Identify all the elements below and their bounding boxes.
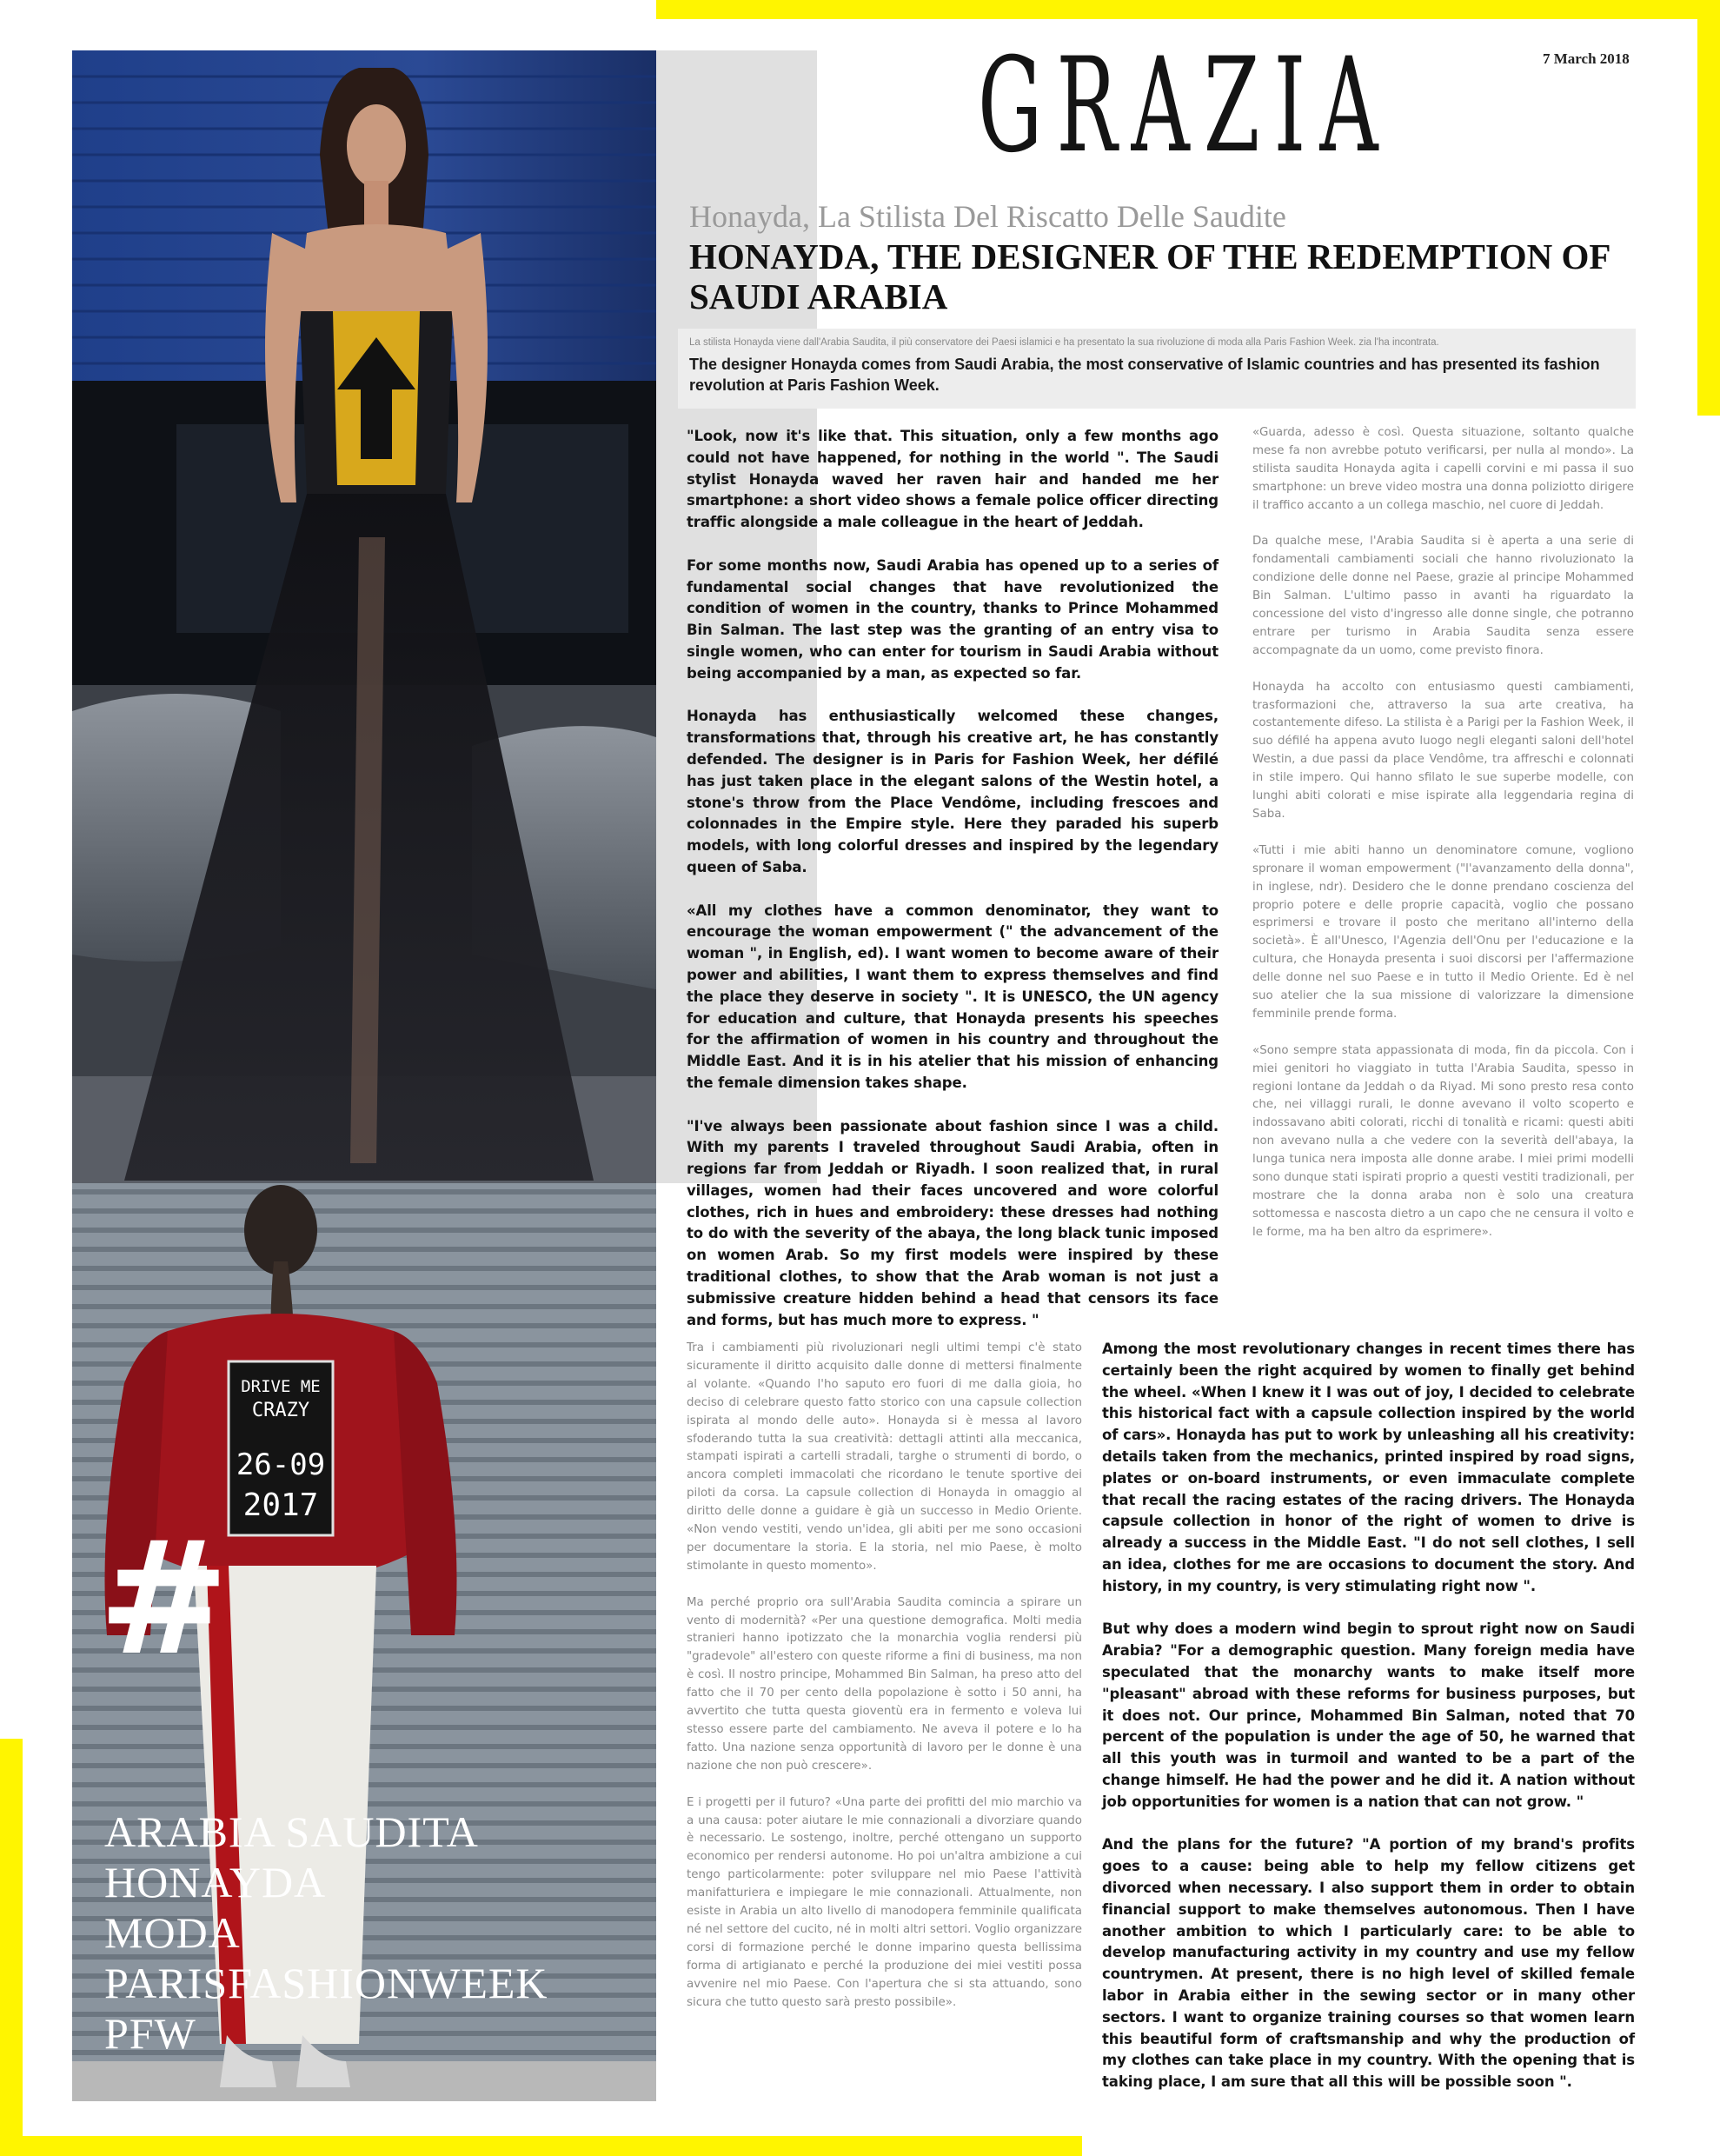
body-column-english-bottom (1102, 1339, 1635, 2115)
paragraph: "I've always been passionate about fashion since I was a child. With my parents I traveled throughout Saudi Arabia, often in regions far from Jeddah or Riyadh. I soon realized that, in rural villages, women had their faces uncovered and wore colorful clothes, rich in hues and embroidery: these dresses had nothing to do with the severity of the abaya, the long black tunic imposed on women Arab. So my first models were inspired by these traditional clothes, to show that the Arab woman is not just a submissive creature hidden behind a head that censors its face and forms, but has much more to express. " (687, 1117, 1219, 1328)
body-column-italian-top (1252, 424, 1634, 1261)
paragraph: «Guarda, adesso è così. Questa situazione, soltanto qualche mese fa non avrebbe potuto verificarsi, per nulla al mondo». La stilista saudita Honayda agita i capelli corvini e mi passa il suo smartphone: un breve video mostra una donna poliziotto dirigere il traffico accanto a un collega maschio, nel cuore di Jeddah. (1252, 426, 1634, 512)
paragraph: «Tutti i mie abiti hanno un denominatore comune, vogliono spronare il woman empowerment ("l'avanzamento della donna", in inglese, ndr). Desidero che le donne prendano coscienza del proprio potere e delle proprie capacità, voglio che possano esprimersi e trovare il posto che meritano all'interno della società». È all'Unesco, l'Agenzia dell'Onu per l'educazione e la cultura, che Honayda presenta i suoi discorsi per l'affermazione delle donne nel suo Paese e in tutto il Medio Oriente. Ed è nel suo atelier che la sua missione di valorizzare la dimensione femminile prende forma. (1252, 843, 1634, 1021)
body-column-english-top (687, 426, 1219, 1353)
paragraph: "Look, now it's like that. This situation, only a few months ago could not have happened, for nothing in the world ". The Saudi stylist Honayda waved her raven hair and handed me her smartphone: a short video shows a female police officer directing traffic alongside a male colleague in the heart of Jeddah. (687, 428, 1219, 531)
yellow-accent-bar-top (656, 0, 1720, 19)
yellow-accent-bar-bottom (0, 2136, 1082, 2156)
tag-item: PFW (104, 2009, 196, 2058)
yellow-accent-bar-left (0, 1739, 23, 2156)
tag-list (104, 1807, 548, 2059)
tag-item: MODA (104, 1908, 241, 1957)
paragraph: Da qualche mese, l'Arabia Saudita si è aperta a una serie di fondamentali cambiamenti sociali che hanno rivoluzionato la condizione delle donne nel Paese, grazie al principe Mohammed Bin Salman. L'ultimo passo in avanti ha riguardato la concessione del visto d'ingresso alle donne single, che potranno entrare per turismo in Arabia Saudita senza essere accompagnate da un uomo, come previsto finora. (1252, 535, 1634, 657)
paragraph: Ma perché proprio ora sull'Arabia Saudita comincia a spirare un vento di modernità? «Per una questione demografica. Molti media stranieri hanno ipotizzato che la monarchia voglia rendersi più "gradevole" all'estero con queste riforme a fini di business, ma non è così. Il nostro principe, Mohammed Bin Salman, ha preso atto del fatto che il 70 per cento della popolazione è sotto i 50 anni, ha avvertito che tutta questa gioventù era in fermento e voleva lui stesso essere parte del cambiamento. Ne aveva il potere e lo ha fatto. Una nazione senza opportunità di lavoro per le donne è una nazione che non può crescere». (687, 1595, 1082, 1773)
paragraph: Honayda ha accolto con entusiasmo questi cambiamenti, trasformazioni che, attraverso la sua arte creativa, ha costantemente difeso. La stilista è a Parigi per la Fashion Week, il suo défilé ha appena avuto luogo negli eleganti saloni dell'hotel Westin, a due passi da place Vendôme, tra affreschi e colonnati in stile impero. Qui hanno sfilato le sue superbe modelle, con lunghi abiti colorati e mise ispirate alla leggendaria regina di Saba. (1252, 680, 1634, 821)
lead-italian: La stilista Honayda viene dall'Arabia Saudita, il più conservatore dei Paesi islamici e ha presentato la sua rivoluzione di moda alla Paris Fashion Week. zia l'ha incontrata. (689, 337, 1439, 348)
paragraph: And the plans for the future? "A portion of my brand's profits goes to a cause: being able to help my fellow citizens get divorced when necessary. I also support them in order to obtain financial support to make themselves autonomous. Then I have another ambition to which I particularly care: to be able to develop manufacturing activity in my country and use my fellow countrymen. At present, there is no high level of skilled female labor in Arabia either in the sewing sector or in many other sectors. I want to organize training courses so that women learn this beautiful form of craftsmanship and why the production of my clothes can take place in my country. With the opening that is taking place, I am sure that all this will be possible soon ". (1102, 1836, 1635, 2091)
body-column-italian-bottom (687, 1340, 1082, 2030)
article-title-italian: Honayda, La Stilista Del Riscatto Delle Saudite (689, 199, 1286, 234)
paragraph: E i progetti per il futuro? «Una parte dei profitti del mio marchio va a una causa: poter aiutare le mie connazionali a divorziare quando è necessario. Le sostengo, inoltre, perché ottengano un supporto economico per rendersi autonome. Ho poi un'altra ambizione a cui tengo particolarmente: poter sviluppare nel mio Paese l'attività manifatturiera e impiegare le mie connazionali. Attualmente, non esiste in Arabia un alto livello di manodopera femminile qualificata né nel settore del cucito, né in molti altri settori. Voglio organizzare corsi di formazione perché le donne imparino questa bellissima forma di artigianato e perché la produzione dei miei vestiti possa avvenire nel mio Paese. Con l'apertura che si sta attuando, sono sicura che tutto questo sarà presto possibile». (687, 1795, 1082, 2009)
paragraph: Honayda has enthusiastically welcomed these changes, transformations that, through his creative art, he has constantly defended. The designer is in Paris for Fashion Week, her défilé has just taken place in the elegant salons of the Westin hotel, a stone's throw from the Place Vendôme, including frescoes and colonnades in the Empire style. Here they paraded his superb models, with long colorful dresses and inspired by the legendary queen of Saba. (687, 708, 1219, 875)
paragraph: But why does a modern wind begin to sprout right now on Saudi Arabia? "For a demographic question. Many foreign media have speculated that the monarchy wants to make itself more "pleasant" abroad with these reforms for business purposes, but it does not. Our prince, Mohammed Bin Salman, noted that 70 percent of the population is under the age of 50, he warned that all this youth was in turmoil and wanted to be a part of the change himself. He had the power and he did it. A nation without job opportunities for women is a nation that can not grow. " (1102, 1620, 1635, 1810)
article-lead (678, 329, 1636, 409)
patch-line-1: DRIVE ME (241, 1377, 321, 1396)
photo-model-black-gown (72, 50, 656, 1183)
tag-item: HONAYDA (104, 1858, 327, 1906)
patch-line-4: 2017 (242, 1487, 319, 1523)
magazine-masthead: GRAZIA (978, 30, 1392, 182)
lead-english: The designer Honayda comes from Saudi Arabia, the most conservative of Islamic countries and has presented its fashion revolution at Paris Fashion Week. (689, 356, 1600, 394)
paragraph: Among the most revolutionary changes in recent times there has certainly been the right acquired by women to finally get behind the wheel. «When I knew it I was out of joy, I decided to celebrate this historical fact with a capsule collection inspired by the world of cars». Honayda has put to work by unleashing all his creativity: details taken from the mechanics, printed inspired by road signs, plates or on-board instruments, or even immaculate complete that recall the racing estates of the racing drivers. The Honayda capsule collection in honor of the right of women to drive is already a success in the Middle East. "I do not sell clothes, I sell an idea, clothes for me are occasions to document the story. And history, in my country, is very stimulating right now ". (1102, 1341, 1635, 1594)
article-title-english: HONAYDA, THE DESIGNER OF THE REDEMPTION OF SAUDI ARABIA (689, 236, 1610, 316)
issue-date: 7 March 2018 (1543, 50, 1630, 67)
yellow-accent-bar-right (1697, 0, 1720, 416)
paragraph: «All my clothes have a common denominator, they want to encourage the woman empowerment (" the advancement of the woman ", in English, ed). I want women to become aware of their power and abilities, I want them to express themselves and find the place they deserve in society ". It is UNESCO, the UN agency for education and culture, that Honayda presents his speeches for the affirmation of women in his country and throughout the Middle East. And it is in his atelier that his mission of enhancing the female dimension takes shape. (687, 902, 1219, 1091)
paragraph: For some months now, Saudi Arabia has opened up to a series of fundamental social changes that have revolutionized the condition of women in the country, thanks to Prince Mohammed Bin Salman. The last step was the granting of an entry visa to single women, who can enter for tourism in Saudi Arabia without being accompanied by a man, as expected so far. (687, 556, 1219, 682)
paragraph: Tra i cambiamenti più rivoluzionari negli ultimi tempi c'è stato sicuramente il diritto acquisito dalle donne di mettersi finalmente al volante. «Quando l'ho saputo ero fuori di me dalla gioia, ho deciso di celebrare questo fatto storico con una capsule collection ispirata al mondo delle auto». Honayda si è messa al lavoro sfoderando tutta la sua creatività: dettagli attinti alla meccanica, stampati ispirati a cartelli stradali, targhe o strumenti di bordo, o ancora completi immacolati che ricordano le tenute sportive dei piloti da corsa. La capsule collection di Honayda in omaggio al diritto delle donne a guidare è già un successo in Medio Oriente. «Non vendo vestiti, vendo un'idea, gli abiti per me sono occasioni per documentare la storia. E la storia, nel mio Paese, è molto stimolante in questo momento». (687, 1341, 1082, 1573)
tag-item: PARISFASHIONWEEK (104, 1959, 548, 2007)
hashtag-symbol: # (98, 1508, 229, 1690)
tag-item: ARABIA SAUDITA (104, 1807, 479, 1856)
patch-line-3: 26-09 (236, 1447, 326, 1482)
paragraph: «Sono sempre stata appassionata di moda, fin da piccola. Con i miei genitori ho viaggiato in tutta l'Arabia Saudita, spesso in regioni lontane da Jeddah o da Riyad. Mi sono presto resa conto che, nei villaggi rurali, le donne avevano il volto scoperto e indossavano abiti colorati, ricchi di tonalità e ricami: questi abiti non avevano nulla a che vedere con la severità dell'abaya, la lunga tunica nera imposta alle donne arabe. I miei primi modelli sono dunque stati ispirati proprio a questi vestiti tradizionali, per mostrare che la donna araba non è solo una creatura sottomessa e nascosta dietro a un capo che ne censura il volto e le forme, ma ha ben altro da esprimere». (1252, 1043, 1634, 1239)
patch-line-2: CRAZY (251, 1400, 310, 1421)
